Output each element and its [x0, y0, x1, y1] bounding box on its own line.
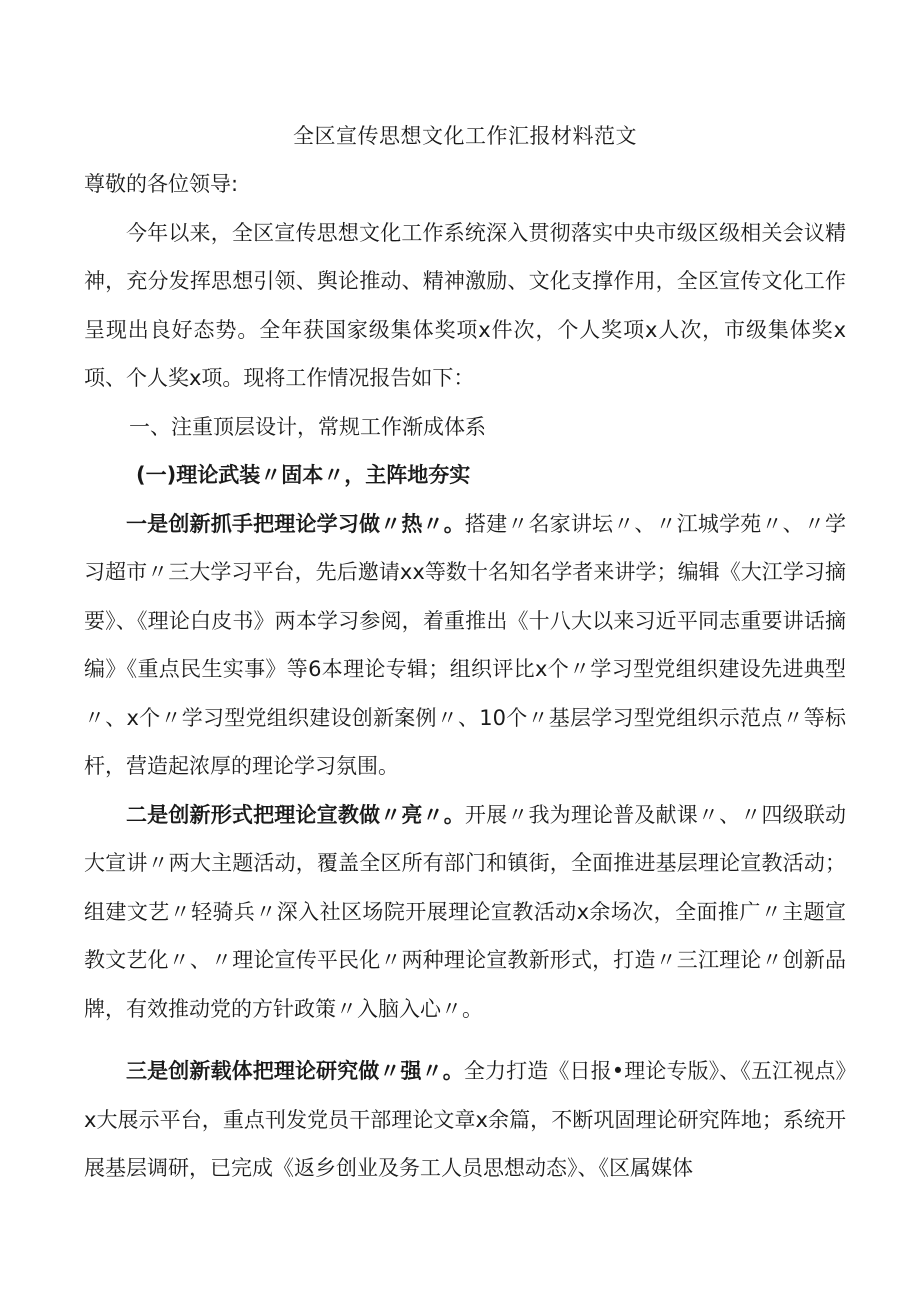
document-page: [84, 112, 846, 1193]
section-heading: 一、注重顶层设计，常规工作渐成体系: [129, 414, 486, 439]
paragraph-1-body: 搭建〃名家讲坛〃、〃江城学苑〃、〃学习超市〃三大学习平台，先后邀请xx等数十名知名学者来讲学；编辑《大江学习摘要》、《理论白皮书》两本学习参阅，着重推出《十八大以来习近平同志重要讲话摘编》《重点民生实事》等6本理论专辑；组织评比x个〃学习型党组织建设先进典型〃、x个〃学习型党组织建设创新案例〃、10个〃基层学习型党组织示范点〃等标杆，营造起浓厚的理论学习氛围。: [84, 511, 847, 778]
paragraph-gap: [84, 1033, 846, 1047]
subsection-heading: (一)理论武装〃固本〃，主阵地夯实: [136, 463, 471, 487]
salutation: 尊敬的各位领导:: [84, 172, 239, 196]
paragraph-2-body: 开展〃我为理论普及献课〃、〃四级联动大宣讲〃两大主题活动，覆盖全区所有部门和镇街，全面推进基层理论宣教活动；组建文艺〃轻骑兵〃深入社区场院开展理论宣教活动x余场次，全面推广〃主题宣教文艺化〃、〃理论宣传平民化〃两种理论宣教新形式，打造〃三江理论〃创新品牌，有效推动党的方针政策〃入脑入心〃。: [84, 802, 847, 1021]
paragraph-1: [84, 500, 846, 791]
document-title: 全区宣传思想文化工作汇报材料范文: [293, 124, 637, 148]
paragraph-1-lead: 一是创新抓手把理论学习做〃热〃。: [126, 511, 465, 536]
paragraph-3: [84, 1047, 846, 1193]
paragraph-3-lead: 三是创新载体把理论研究做〃强〃。: [126, 1059, 464, 1083]
paragraph-2-lead: 二是创新形式把理论宣教做〃亮〃。: [126, 802, 465, 827]
intro-paragraph: 今年以来，全区宣传思想文化工作系统深入贯彻落实中央市级区级相关会议精神，充分发挥思想引领、舆论推动、精神激励、文化支撑作用，全区宣传文化工作呈现出良好态势。全年获国家级集体奖项x件次，个人奖项x人次，市级集体奖x项、个人奖x项。现将工作情况报告如下：: [84, 220, 846, 390]
paragraph-2: [84, 791, 846, 1034]
paragraph-3-body: 全力打造《日报•理论专版》、《五江视点》x大展示平台，重点刊发党员干部理论文章x余篇，不断巩固理论研究阵地；系统开展基层调研，已完成《返乡创业及务工人员思想动态》、《区属媒体: [84, 1059, 847, 1180]
